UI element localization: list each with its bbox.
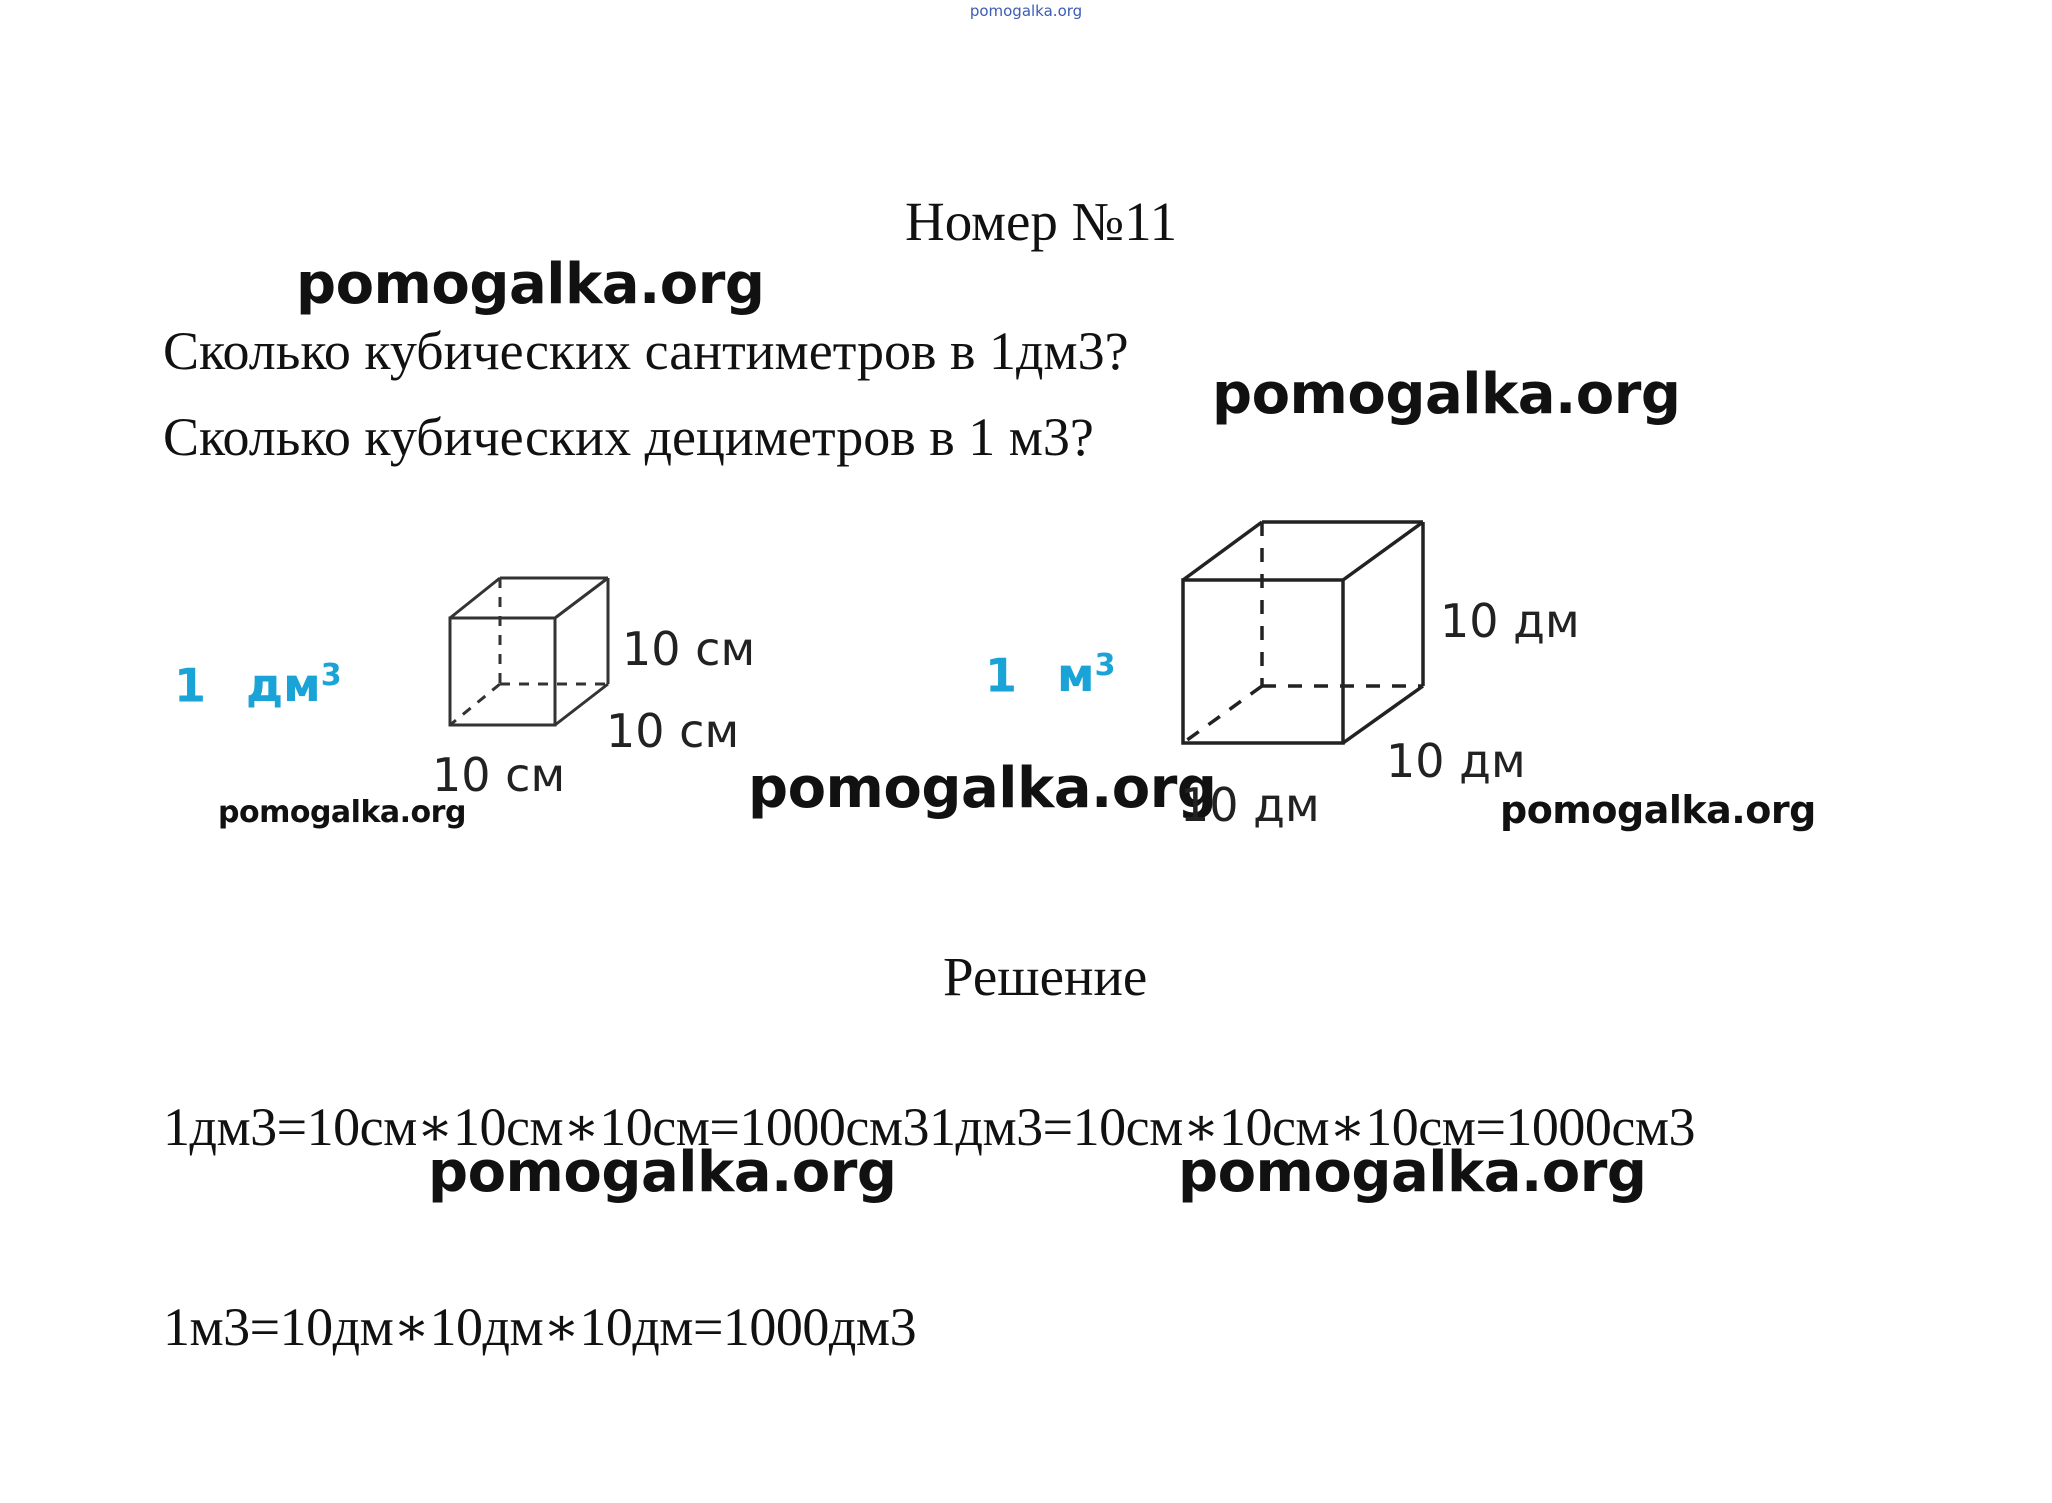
right-cube-depth-label: 10 дм <box>1386 734 1526 788</box>
left-cube-height-label: 10 см <box>622 622 756 676</box>
left-cube-depth-label: 10 см <box>606 704 740 758</box>
watermark: pomogalka.org <box>1212 362 1681 427</box>
watermark: pomogalka.org <box>428 1140 897 1205</box>
big-cube-edge <box>1183 522 1262 580</box>
left-cube-label-unit: дм <box>246 658 321 713</box>
page-title: Номер №11 <box>905 191 1178 252</box>
watermark: pomogalka.org <box>748 756 1217 821</box>
watermark: pomogalka.org <box>1178 1140 1647 1205</box>
solution-title: Решение <box>943 946 1148 1007</box>
left-cube-label-exponent: 3 <box>320 658 342 693</box>
right-cube-width-label: 10 дм <box>1180 778 1320 832</box>
question-2: Сколько кубических дециметров в 1 м3? <box>163 407 1094 467</box>
right-cube-height-label: 10 дм <box>1440 594 1580 648</box>
watermark: pomogalka.org <box>1500 788 1816 832</box>
right-cube-label-unit: м <box>1057 648 1095 703</box>
watermark: pomogalka.org <box>296 252 765 317</box>
right-cube-label <box>985 648 1116 702</box>
small-cube <box>450 578 608 725</box>
left-cube-label-number: 1 <box>174 658 207 713</box>
big-cube-edge <box>1343 522 1423 580</box>
watermark: pomogalka.org <box>218 795 466 830</box>
right-cube-label-number: 1 <box>985 648 1018 703</box>
small-cube-edge <box>450 578 500 618</box>
small-cube-edge <box>555 684 608 725</box>
big-cube <box>1183 522 1423 743</box>
right-cube-label-exponent: 3 <box>1094 648 1116 683</box>
site-link[interactable]: pomogalka.org <box>969 2 1083 20</box>
question-1: Сколько кубических сантиметров в 1дм3? <box>163 321 1129 381</box>
small-cube-edge <box>555 578 608 618</box>
small-cube-front-face <box>450 618 555 725</box>
solution-line-1: 1дм3=10см∗10см∗10см=1000см31дм3=10см∗10см∗10см=1000см3 <box>163 1097 1696 1157</box>
left-cube-width-label: 10 см <box>432 748 566 802</box>
solution-line-2: 1м3=10дм∗10дм∗10дм=1000дм3 <box>163 1297 917 1357</box>
